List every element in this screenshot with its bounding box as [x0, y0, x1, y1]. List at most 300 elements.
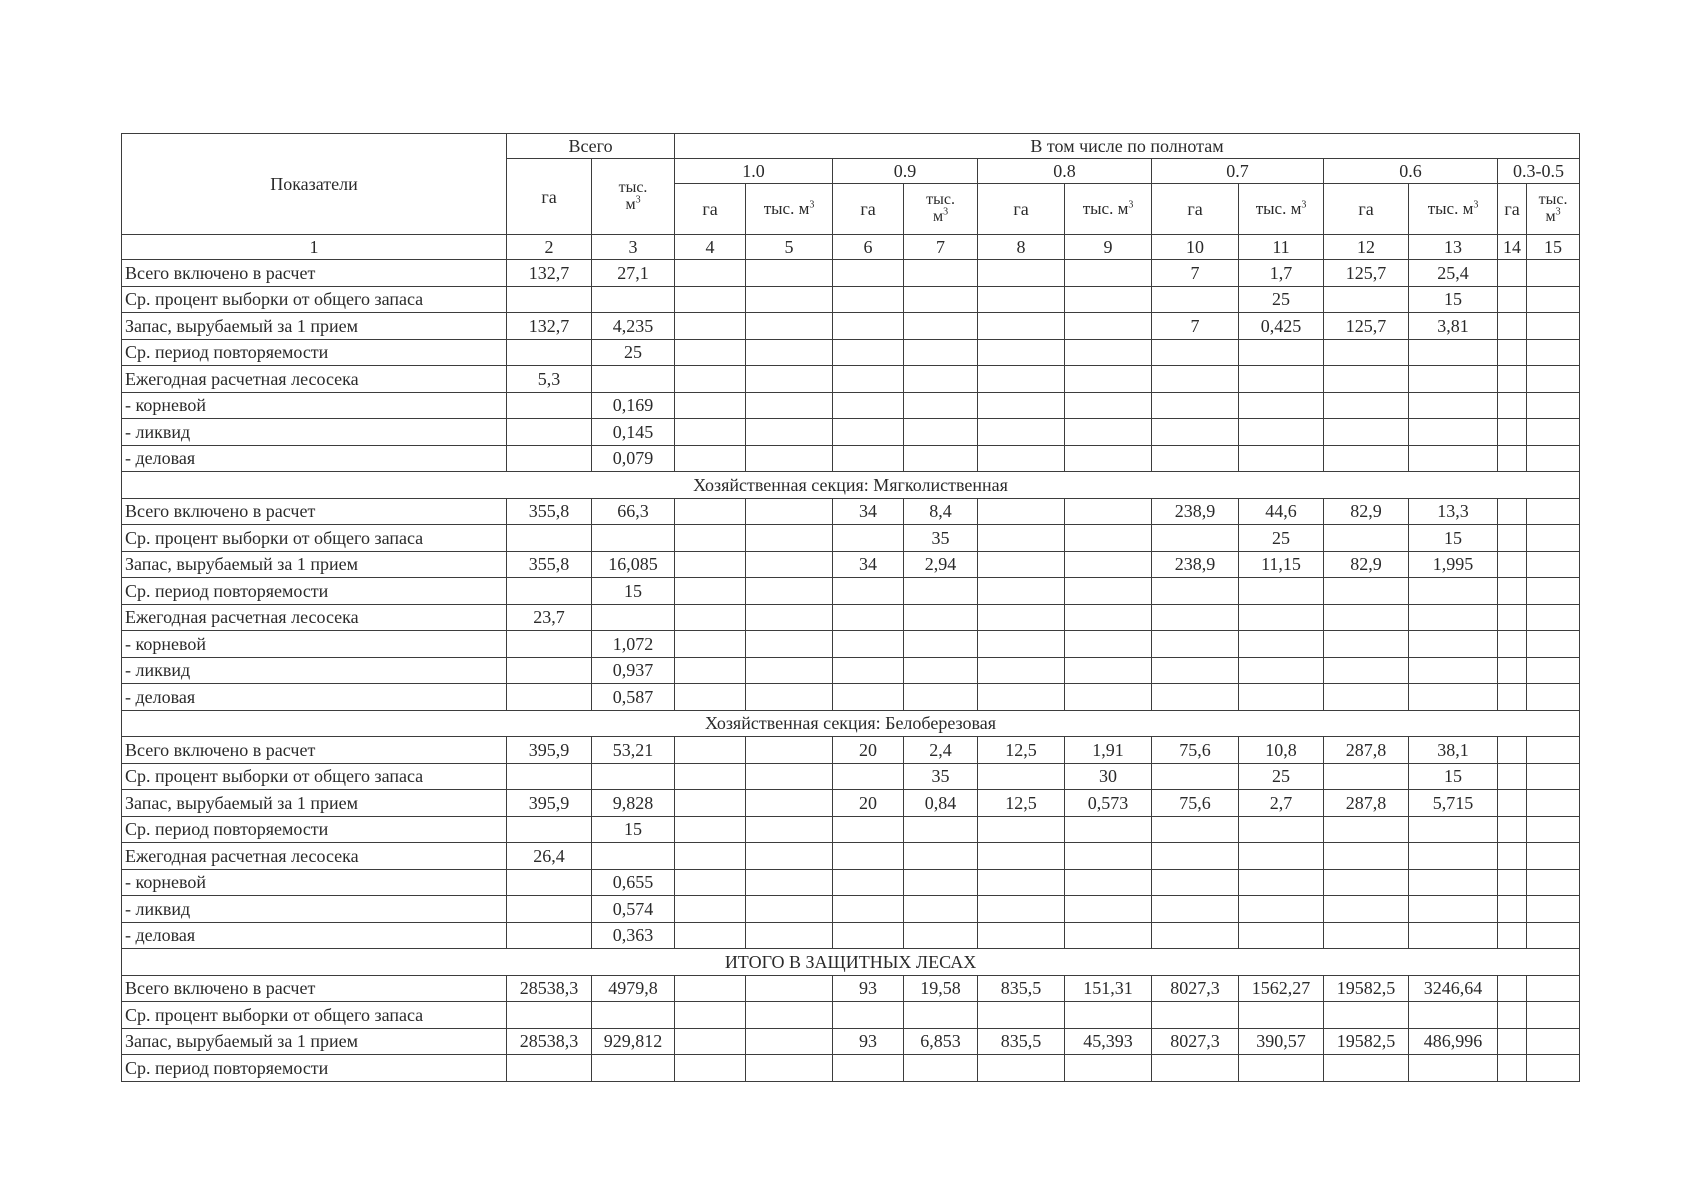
table-cell: 19,58 [904, 975, 978, 1002]
table-cell [675, 869, 746, 896]
table-cell [1409, 392, 1498, 419]
table-cell: 28538,3 [507, 975, 592, 1002]
table-cell [1065, 869, 1152, 896]
table-cell [978, 286, 1065, 313]
table-cell: 0,079 [592, 445, 675, 472]
table-row [122, 1002, 1580, 1029]
density-header: 1.0 [675, 159, 833, 184]
table-cell: 15 [1409, 286, 1498, 313]
table-cell [1498, 1002, 1527, 1029]
table-cell [1409, 657, 1498, 684]
table-cell [1498, 366, 1527, 393]
row-label: Всего включено в расчет [122, 498, 507, 525]
by-density-header: В том числе по полнотам [675, 134, 1580, 159]
table-cell [675, 366, 746, 393]
table-cell [746, 631, 833, 658]
table-cell [1152, 339, 1239, 366]
row-label: Запас, вырубаемый за 1 прием [122, 551, 507, 578]
table-cell [507, 684, 592, 711]
table-cell [1065, 392, 1152, 419]
table-cell [1324, 525, 1409, 552]
table-cell [1065, 922, 1152, 949]
table-cell: 1,072 [592, 631, 675, 658]
table-row [122, 631, 1580, 658]
column-number: 9 [1065, 235, 1152, 260]
table-cell [833, 1002, 904, 1029]
table-cell [1409, 631, 1498, 658]
table-cell [1498, 684, 1527, 711]
table-cell [978, 869, 1065, 896]
row-label: - деловая [122, 445, 507, 472]
table-cell [675, 790, 746, 817]
table-cell [1409, 366, 1498, 393]
table-cell [1152, 366, 1239, 393]
table-cell [1324, 392, 1409, 419]
table-cell [904, 1055, 978, 1082]
table-cell [1409, 419, 1498, 446]
table-cell: 0,574 [592, 896, 675, 923]
table-cell [1239, 631, 1324, 658]
table-cell [1527, 286, 1580, 313]
table-cell [1324, 763, 1409, 790]
table-cell [675, 286, 746, 313]
table-cell: 93 [833, 1028, 904, 1055]
table-cell: 7 [1152, 260, 1239, 287]
table-cell [507, 631, 592, 658]
table-row [122, 339, 1580, 366]
table-cell [1239, 922, 1324, 949]
table-cell [904, 657, 978, 684]
table-cell [1065, 816, 1152, 843]
total-section-title: ИТОГО В ЗАЩИТНЫХ ЛЕСАХ [122, 949, 1580, 976]
table-cell [904, 578, 978, 605]
table-cell [746, 1028, 833, 1055]
table-cell [904, 896, 978, 923]
table-cell [1239, 1002, 1324, 1029]
table-cell [904, 816, 978, 843]
table-cell: 395,9 [507, 790, 592, 817]
table-cell [675, 339, 746, 366]
table-cell: 15 [592, 816, 675, 843]
table-cell [1498, 419, 1527, 446]
table-cell [1239, 657, 1324, 684]
table-cell: 44,6 [1239, 498, 1324, 525]
table-cell [1409, 604, 1498, 631]
table-cell [675, 260, 746, 287]
table-cell [1324, 684, 1409, 711]
table-cell [1152, 525, 1239, 552]
table-cell [592, 286, 675, 313]
table-row [122, 498, 1580, 525]
table-cell [507, 869, 592, 896]
table-cell [746, 816, 833, 843]
table-cell [675, 313, 746, 340]
table-cell [1527, 498, 1580, 525]
table-cell [1409, 578, 1498, 605]
table-cell [1409, 922, 1498, 949]
table-row [122, 790, 1580, 817]
table-cell: 395,9 [507, 737, 592, 764]
table-cell [1527, 525, 1580, 552]
table-cell: 0,84 [904, 790, 978, 817]
table-row [122, 525, 1580, 552]
row-label: - корневой [122, 869, 507, 896]
table-cell: 125,7 [1324, 260, 1409, 287]
table-cell [1239, 843, 1324, 870]
table-cell [1409, 869, 1498, 896]
table-cell: 1562,27 [1239, 975, 1324, 1002]
table-cell: 23,7 [507, 604, 592, 631]
table-cell [978, 419, 1065, 446]
table-cell: 8,4 [904, 498, 978, 525]
table-cell: 132,7 [507, 260, 592, 287]
table-row [122, 551, 1580, 578]
table-row [122, 763, 1580, 790]
section-row [122, 949, 1580, 976]
table-cell [1324, 419, 1409, 446]
section-title: Хозяйственная секция: Мягколиственная [122, 472, 1580, 499]
table-cell [1239, 392, 1324, 419]
table-cell [1498, 286, 1527, 313]
table-cell [592, 843, 675, 870]
table-cell [978, 763, 1065, 790]
table-cell [1065, 286, 1152, 313]
row-label: Ср. период повторяемости [122, 1055, 507, 1082]
table-cell [746, 922, 833, 949]
table-cell: 390,57 [1239, 1028, 1324, 1055]
table-cell [1239, 419, 1324, 446]
table-cell [1065, 551, 1152, 578]
row-label: Ср. процент выборки от общего запаса [122, 525, 507, 552]
table-row [122, 392, 1580, 419]
table-cell [833, 366, 904, 393]
table-cell [833, 684, 904, 711]
table-cell [1065, 525, 1152, 552]
table-cell [675, 1028, 746, 1055]
table-cell [1152, 896, 1239, 923]
table-cell [746, 313, 833, 340]
table-cell [978, 604, 1065, 631]
row-label: - корневой [122, 631, 507, 658]
table-cell [1498, 1028, 1527, 1055]
table-cell: 0,937 [592, 657, 675, 684]
table-row [122, 445, 1580, 472]
table-cell [978, 498, 1065, 525]
table-cell [675, 445, 746, 472]
indicators-header: Показатели [122, 134, 507, 235]
table-cell [746, 869, 833, 896]
table-cell [592, 604, 675, 631]
table-cell [675, 631, 746, 658]
table-cell: 2,7 [1239, 790, 1324, 817]
table-cell [507, 339, 592, 366]
table-cell: 4979,8 [592, 975, 675, 1002]
table-row [122, 737, 1580, 764]
table-cell: 15 [1409, 763, 1498, 790]
table-row [122, 657, 1580, 684]
table-cell [833, 260, 904, 287]
table-cell [746, 1002, 833, 1029]
table-cell [675, 1055, 746, 1082]
table-cell: 15 [1409, 525, 1498, 552]
table-cell [978, 816, 1065, 843]
table-cell [833, 843, 904, 870]
table-cell: 45,393 [1065, 1028, 1152, 1055]
table-cell [904, 260, 978, 287]
table-cell [1065, 578, 1152, 605]
unit-volume-header: тыс. $м^3$ [1409, 184, 1498, 235]
table-cell [1324, 631, 1409, 658]
table-cell [833, 525, 904, 552]
table-cell [833, 339, 904, 366]
total-ha-header: га [507, 159, 592, 235]
unit-volume-header: тыс. $м^3$ [1065, 184, 1152, 235]
unit-ha-header: га [1152, 184, 1239, 235]
table-row [122, 975, 1580, 1002]
table-cell [1152, 286, 1239, 313]
table-cell [675, 578, 746, 605]
table-cell: 8027,3 [1152, 1028, 1239, 1055]
table-cell [675, 525, 746, 552]
table-cell [675, 843, 746, 870]
column-number: 14 [1498, 235, 1527, 260]
table-cell: 287,8 [1324, 737, 1409, 764]
table-cell [507, 763, 592, 790]
table-cell: 0,425 [1239, 313, 1324, 340]
section-title: Хозяйственная секция: Белоберезовая [122, 710, 1580, 737]
table-cell [833, 286, 904, 313]
table-cell: 0,145 [592, 419, 675, 446]
table-cell [904, 869, 978, 896]
table-cell [978, 922, 1065, 949]
table-cell [1239, 604, 1324, 631]
table-cell: 132,7 [507, 313, 592, 340]
row-label: Запас, вырубаемый за 1 прием [122, 1028, 507, 1055]
table-cell [746, 286, 833, 313]
column-number: 6 [833, 235, 904, 260]
table-cell [507, 392, 592, 419]
table-cell [1409, 1002, 1498, 1029]
table-cell [1324, 1055, 1409, 1082]
table-cell [1527, 763, 1580, 790]
table-cell [1065, 684, 1152, 711]
table-cell [746, 763, 833, 790]
table-cell [1498, 843, 1527, 870]
table-cell [1498, 631, 1527, 658]
table-cell [1065, 604, 1152, 631]
table-cell: 835,5 [978, 975, 1065, 1002]
table-cell [592, 763, 675, 790]
row-label: Ежегодная расчетная лесосека [122, 366, 507, 393]
table-cell [1065, 445, 1152, 472]
section-row [122, 472, 1580, 499]
table-cell [1324, 286, 1409, 313]
row-label: - ликвид [122, 896, 507, 923]
table-cell [978, 1002, 1065, 1029]
table-cell [1152, 869, 1239, 896]
table-cell: 2,94 [904, 551, 978, 578]
table-cell [746, 896, 833, 923]
table-cell [904, 313, 978, 340]
table-cell [904, 1002, 978, 1029]
table-cell: 3,81 [1409, 313, 1498, 340]
table-cell [1498, 896, 1527, 923]
table-cell [1152, 445, 1239, 472]
table-cell [746, 260, 833, 287]
row-label: - деловая [122, 922, 507, 949]
table-cell [978, 525, 1065, 552]
density-header: 0.7 [1152, 159, 1324, 184]
table-cell [904, 684, 978, 711]
table-cell [746, 975, 833, 1002]
table-cell: 11,15 [1239, 551, 1324, 578]
table-cell [1152, 657, 1239, 684]
row-label: Запас, вырубаемый за 1 прием [122, 790, 507, 817]
table-cell: 13,3 [1409, 498, 1498, 525]
table-cell [1527, 816, 1580, 843]
table-cell: 238,9 [1152, 498, 1239, 525]
table-cell: 75,6 [1152, 737, 1239, 764]
column-number: 1 [122, 235, 507, 260]
density-header: 0.9 [833, 159, 978, 184]
table-cell [1152, 392, 1239, 419]
table-cell [1065, 896, 1152, 923]
density-header: 0.3-0.5 [1498, 159, 1580, 184]
table-cell [1527, 869, 1580, 896]
table-cell [1527, 1028, 1580, 1055]
table-cell [1239, 339, 1324, 366]
table-cell [675, 498, 746, 525]
table-cell: 355,8 [507, 498, 592, 525]
table-cell [833, 313, 904, 340]
table-cell [1527, 975, 1580, 1002]
table-cell [1152, 684, 1239, 711]
table-row [122, 896, 1580, 923]
table-cell [1324, 366, 1409, 393]
table-cell [1324, 445, 1409, 472]
table-cell: 1,7 [1239, 260, 1324, 287]
table-cell [675, 975, 746, 1002]
table-cell [1409, 816, 1498, 843]
table-cell [675, 551, 746, 578]
unit-volume-header: тыс. $м^3$ [1239, 184, 1324, 235]
table-cell: 5,3 [507, 366, 592, 393]
table-cell [592, 1055, 675, 1082]
table-cell [1152, 816, 1239, 843]
table-cell [507, 419, 592, 446]
row-label: Всего включено в расчет [122, 260, 507, 287]
table-cell: 75,6 [1152, 790, 1239, 817]
table-cell [833, 631, 904, 658]
table-cell: 151,31 [1065, 975, 1152, 1002]
table-cell [1498, 339, 1527, 366]
table-cell: 12,5 [978, 737, 1065, 764]
table-cell [746, 1055, 833, 1082]
table-cell [1498, 922, 1527, 949]
table-cell [507, 896, 592, 923]
table-cell [1152, 922, 1239, 949]
table-cell [1065, 366, 1152, 393]
table-cell [1065, 313, 1152, 340]
table-cell [904, 631, 978, 658]
table-cell [746, 498, 833, 525]
table-cell [1409, 339, 1498, 366]
table-cell [978, 551, 1065, 578]
table-cell [1065, 843, 1152, 870]
row-label: Ср. процент выборки от общего запаса [122, 763, 507, 790]
table-cell [833, 578, 904, 605]
row-label: - деловая [122, 684, 507, 711]
table-cell [904, 286, 978, 313]
table-cell [1324, 816, 1409, 843]
table-cell [507, 1002, 592, 1029]
table-cell [1324, 922, 1409, 949]
table-cell [1324, 339, 1409, 366]
table-cell [833, 445, 904, 472]
table-cell: 0,587 [592, 684, 675, 711]
table-cell [978, 684, 1065, 711]
table-cell [1324, 869, 1409, 896]
table-cell [1527, 631, 1580, 658]
table-cell: 9,828 [592, 790, 675, 817]
table-cell: 3246,64 [1409, 975, 1498, 1002]
table-cell [833, 604, 904, 631]
table-cell [978, 578, 1065, 605]
unit-ha-header: га [978, 184, 1065, 235]
table-cell [1498, 604, 1527, 631]
row-label: Всего включено в расчет [122, 975, 507, 1002]
table-cell [1065, 657, 1152, 684]
table-cell [978, 896, 1065, 923]
table-cell: 82,9 [1324, 551, 1409, 578]
table-cell: 7 [1152, 313, 1239, 340]
table-cell [1065, 339, 1152, 366]
table-cell [1527, 657, 1580, 684]
table-cell [1324, 657, 1409, 684]
table-row [122, 286, 1580, 313]
table-cell [746, 525, 833, 552]
table-cell [978, 339, 1065, 366]
column-number: 12 [1324, 235, 1409, 260]
table-cell: 15 [592, 578, 675, 605]
table-cell [746, 339, 833, 366]
table-cell [507, 657, 592, 684]
table-cell [675, 684, 746, 711]
table-cell: 34 [833, 551, 904, 578]
table-cell [1498, 498, 1527, 525]
table-cell: 1,91 [1065, 737, 1152, 764]
table-cell [1527, 790, 1580, 817]
table-cell: 4,235 [592, 313, 675, 340]
table-cell [1152, 1002, 1239, 1029]
table-cell: 82,9 [1324, 498, 1409, 525]
table-row [122, 313, 1580, 340]
table-cell [675, 604, 746, 631]
table-cell [904, 843, 978, 870]
table-body [122, 260, 1580, 1082]
table-cell [833, 657, 904, 684]
table-cell [1527, 419, 1580, 446]
table-cell [833, 816, 904, 843]
table-cell: 238,9 [1152, 551, 1239, 578]
table-cell: 20 [833, 790, 904, 817]
table-cell [746, 737, 833, 764]
table-cell: 53,21 [592, 737, 675, 764]
table-cell [1324, 1002, 1409, 1029]
table-cell [1065, 631, 1152, 658]
table-cell [978, 313, 1065, 340]
unit-ha-header: га [675, 184, 746, 235]
